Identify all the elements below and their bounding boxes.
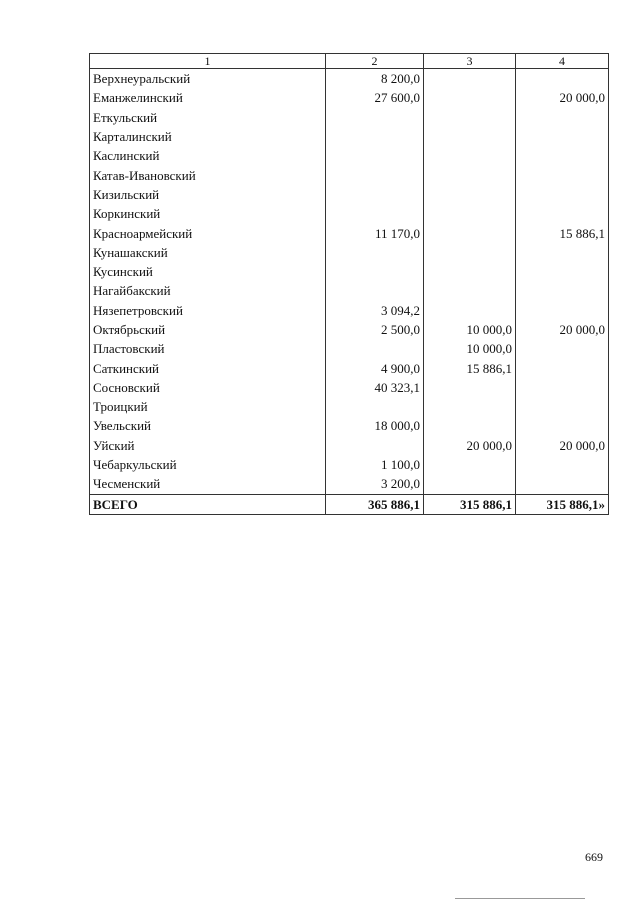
- district-name: Еманжелинский: [90, 88, 326, 107]
- value-col3: 15 886,1: [424, 358, 516, 377]
- district-name: Увельский: [90, 416, 326, 435]
- value-col2: [326, 397, 424, 416]
- value-col2: 18 000,0: [326, 416, 424, 435]
- value-col4: [516, 69, 609, 89]
- value-col4: [516, 301, 609, 320]
- value-col3: [424, 301, 516, 320]
- value-col4: [516, 397, 609, 416]
- value-col3: 10 000,0: [424, 339, 516, 358]
- table-row: [90, 281, 609, 300]
- district-name: Кусинский: [90, 262, 326, 281]
- table-row: [90, 146, 609, 165]
- value-col3: [424, 378, 516, 397]
- table-body: [90, 69, 609, 495]
- value-col4: [516, 204, 609, 223]
- value-col2: [326, 108, 424, 127]
- value-col3: [424, 455, 516, 474]
- value-col3: [424, 88, 516, 107]
- value-col3: [424, 185, 516, 204]
- value-col4: [516, 262, 609, 281]
- value-col4: [516, 243, 609, 262]
- value-col2: [326, 243, 424, 262]
- value-col3: [424, 165, 516, 184]
- value-col2: 11 170,0: [326, 223, 424, 242]
- table-row: [90, 378, 609, 397]
- value-col4: [516, 455, 609, 474]
- district-name: Кизильский: [90, 185, 326, 204]
- value-col4: 20 000,0: [516, 436, 609, 455]
- district-name: Чесменский: [90, 474, 326, 494]
- value-col3: [424, 243, 516, 262]
- district-name: Карталинский: [90, 127, 326, 146]
- district-name: Сосновский: [90, 378, 326, 397]
- budget-table: [89, 53, 609, 515]
- total-value-col3: 315 886,1: [424, 494, 516, 514]
- value-col3: [424, 223, 516, 242]
- value-col4: [516, 378, 609, 397]
- value-col2: [326, 127, 424, 146]
- table-row: [90, 358, 609, 377]
- total-value-col2: 365 886,1: [326, 494, 424, 514]
- value-col3: [424, 146, 516, 165]
- value-col2: [326, 204, 424, 223]
- value-col4: 15 886,1: [516, 223, 609, 242]
- value-col2: [326, 262, 424, 281]
- table-header-row: [90, 54, 609, 69]
- district-name: Октябрьский: [90, 320, 326, 339]
- district-name: Нагайбакский: [90, 281, 326, 300]
- value-col4: [516, 416, 609, 435]
- value-col3: [424, 281, 516, 300]
- table-row: [90, 204, 609, 223]
- value-col3: [424, 69, 516, 89]
- value-col2: [326, 281, 424, 300]
- value-col4: [516, 165, 609, 184]
- value-col2: [326, 185, 424, 204]
- value-col3: [424, 416, 516, 435]
- value-col2: 3 200,0: [326, 474, 424, 494]
- value-col3: 20 000,0: [424, 436, 516, 455]
- table-row: [90, 165, 609, 184]
- footer-divider: [455, 898, 585, 899]
- column-header-4: 4: [516, 54, 609, 69]
- table-row: [90, 436, 609, 455]
- table-row: [90, 108, 609, 127]
- table-row: [90, 397, 609, 416]
- value-col4: [516, 339, 609, 358]
- district-name: Еткульский: [90, 108, 326, 127]
- value-col4: [516, 185, 609, 204]
- district-name: Верхнеуральский: [90, 69, 326, 89]
- value-col2: 27 600,0: [326, 88, 424, 107]
- table-row: [90, 416, 609, 435]
- column-header-3: 3: [424, 54, 516, 69]
- column-header-1: 1: [90, 54, 326, 69]
- value-col4: 20 000,0: [516, 88, 609, 107]
- value-col2: 3 094,2: [326, 301, 424, 320]
- value-col4: [516, 358, 609, 377]
- district-name: Чебаркульский: [90, 455, 326, 474]
- value-col2: 1 100,0: [326, 455, 424, 474]
- value-col2: [326, 165, 424, 184]
- value-col2: [326, 339, 424, 358]
- district-name: Саткинский: [90, 358, 326, 377]
- district-name: Кунашакский: [90, 243, 326, 262]
- total-row: [90, 494, 609, 514]
- district-name: Уйский: [90, 436, 326, 455]
- value-col3: [424, 204, 516, 223]
- district-name: Каслинский: [90, 146, 326, 165]
- table-row: [90, 243, 609, 262]
- table-row: [90, 301, 609, 320]
- value-col2: [326, 146, 424, 165]
- value-col3: 10 000,0: [424, 320, 516, 339]
- total-label: ВСЕГО: [90, 494, 326, 514]
- value-col4: [516, 146, 609, 165]
- value-col3: [424, 108, 516, 127]
- district-name: Нязепетровский: [90, 301, 326, 320]
- column-header-2: 2: [326, 54, 424, 69]
- value-col2: 2 500,0: [326, 320, 424, 339]
- table-row: [90, 185, 609, 204]
- district-name: Троицкий: [90, 397, 326, 416]
- table-row: [90, 320, 609, 339]
- table-row: [90, 223, 609, 242]
- district-name: Пластовский: [90, 339, 326, 358]
- value-col2: [326, 436, 424, 455]
- table-row: [90, 69, 609, 89]
- value-col3: [424, 127, 516, 146]
- value-col4: [516, 108, 609, 127]
- table-row: [90, 474, 609, 494]
- value-col4: [516, 127, 609, 146]
- value-col4: [516, 474, 609, 494]
- value-col3: [424, 397, 516, 416]
- district-name: Красноармейский: [90, 223, 326, 242]
- district-name: Коркинский: [90, 204, 326, 223]
- table-row: [90, 262, 609, 281]
- page-number: 669: [585, 850, 603, 864]
- table-row: [90, 88, 609, 107]
- table-row: [90, 339, 609, 358]
- value-col3: [424, 474, 516, 494]
- value-col3: [424, 262, 516, 281]
- value-col4: [516, 281, 609, 300]
- table-row: [90, 127, 609, 146]
- value-col2: 40 323,1: [326, 378, 424, 397]
- value-col2: 8 200,0: [326, 69, 424, 89]
- value-col4: 20 000,0: [516, 320, 609, 339]
- total-value-col4: 315 886,1»: [516, 494, 609, 514]
- district-name: Катав-Ивановский: [90, 165, 326, 184]
- value-col2: 4 900,0: [326, 358, 424, 377]
- table-row: [90, 455, 609, 474]
